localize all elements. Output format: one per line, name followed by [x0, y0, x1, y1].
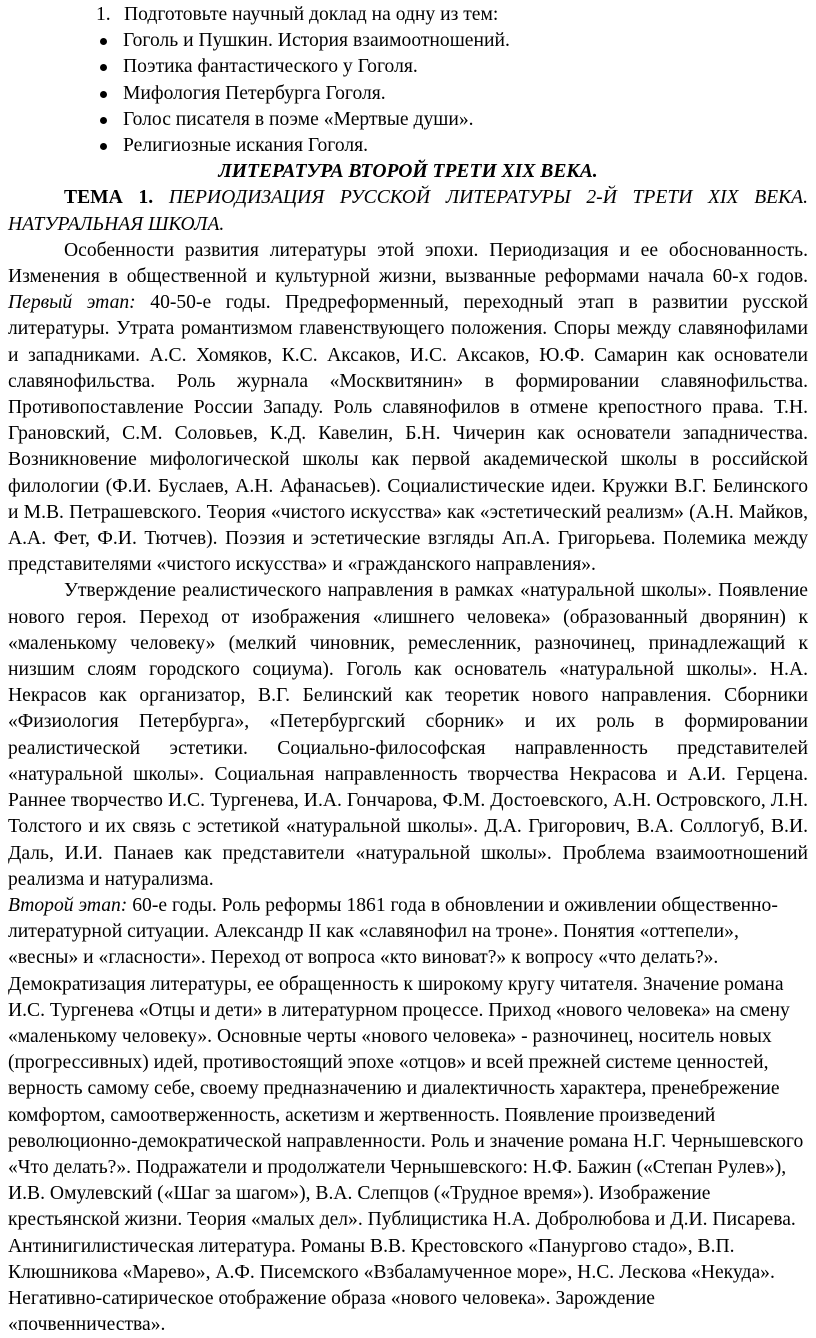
theme-label: ТЕМА 1.	[64, 187, 154, 209]
bullet-icon	[100, 38, 107, 45]
list-item-text: Подготовьте научный доклад на одну из тем:	[124, 4, 499, 25]
topic-text: Мифология Петербурга Гоголя.	[123, 82, 386, 104]
bullet-icon	[100, 117, 107, 124]
stage-label-second: Второй этап:	[8, 894, 128, 916]
section-title: ЛИТЕРАТУРА ВТОРОЙ ТРЕТИ XIX ВЕКА.	[218, 161, 598, 183]
numbered-list-item	[8, 2, 808, 28]
topic-text: Поэтика фантастического у Гоголя.	[123, 56, 418, 78]
topic-text: Голос писателя в поэме «Мертвые души».	[123, 108, 474, 130]
topic-item	[8, 81, 808, 107]
topic-text: Религиозные искания Гоголя.	[123, 135, 369, 157]
topic-item	[8, 133, 808, 159]
paragraph-intro: Особенности развития литературы этой эпохи. Периодизация и ее обоснованность. Изменения в общественной и культурной жизни, вызванные реформами начала 60-х годов.	[8, 239, 808, 288]
paragraph-body: 60-е годы. Роль реформы 1861 года в обновлении и оживлении общественно-литературной ситуации. Александр II как «славянофил на троне». Понятия «оттепели», «весны» и «гласности». Переход от вопроса «кто виноват?» к вопросу «что делать?». Демократизация литературы, ее обращенность к широкому кругу читателя. Значение романа И.С. Тургенева «Отцы и дети» в литературном процессе. Приход «нового человека» на смену «маленькому человеку». Основные черты «нового человека» - разночинец, носитель новых (прогрессивных) идей, противостоящий эпохе «отцов» и всей прежней системе ценностей, верность самому себе, своему предназначению и диалектичность характера, пренебрежение комфортом, самоотверженность, аскетизм и жертвенность. Появление произведений революционно-демократической направленности. Роль и значение романа Н.Г. Чернышевского «Что делать?». Подражатели и продолжатели Чернышевского: Н.Ф. Бажин («Степан Рулев»), И.В. Омулевский («Шаг за шагом»), В.А. Слепцов («Трудное время»). Изображение крестьянской жизни. Теория «малых дел». Публицистика Н.А. Добролюбова и Д.И. Писарева. Антинигилистическая литература. Романы В.В. Крестовского «Панургово стадо», В.П. Клюшникова «Марево», А.Ф. Писемского «Взбаламученное море», Н.С. Лескова «Некуда». Негативно-сатирическое отображение образа «нового человека». Зарождение «почвенничества».	[8, 894, 804, 1336]
topic-text: Гоголь и Пушкин. История взаимоотношений.	[123, 30, 510, 52]
theme-title: ПЕРИОДИЗАЦИЯ РУССКОЙ ЛИТЕРАТУРЫ 2-Й ТРЕТИ XIX ВЕКА. НАТУРАЛЬНАЯ ШКОЛА.	[8, 187, 809, 235]
numbered-list	[8, 2, 808, 28]
list-number: 1.	[96, 4, 111, 25]
paragraph-first-stage	[8, 238, 808, 579]
bullet-icon	[100, 64, 107, 71]
topic-list	[8, 28, 808, 159]
topic-item	[8, 107, 808, 133]
topic-item	[8, 28, 808, 54]
paragraph-second-stage	[8, 893, 808, 1338]
topic-item	[8, 54, 808, 80]
stage-label-first: Первый этап:	[8, 292, 136, 314]
paragraph-natural-school: Утверждение реалистического направления в рамках «натуральной школы». Появление нового героя. Переход от изображения «лишнего человека» (образованный дворянин) к «маленькому человеку» (мелкий чиновник, ремесленник, разночинец, принадлежащий к низшим слоям городского социума). Гоголь как основатель «натуральной школы». Н.А. Некрасов как организатор, В.Г. Белинский как теоретик нового направления. Сборники «Физиология Петербурга», «Петербургский сборник» и их роль в формировании реалистической эстетики. Социально-философская направленность представителей «натуральной школы». Социальная направленность творчества Некрасова и А.И. Герцена. Раннее творчество И.С. Тургенева, И.А. Гончарова, Ф.М. Достоевского, А.Н. Островского, Л.Н. Толстого и их связь с эстетикой «натуральной школы». Д.А. Григорович, В.А. Соллогуб, В.И. Даль, И.И. Панаев как представители «натуральной школы». Проблема взаимоотношений реализма и натурализма.	[8, 580, 808, 890]
theme-heading	[8, 185, 808, 237]
bullet-icon	[100, 91, 107, 98]
paragraph-body: 40-50-е годы. Предреформенный, переходный этап в развитии русской литературы. Утрата романтизмом главенствующего положения. Споры между славянофилами и западниками. А.С. Хомяков, К.С. Аксаков, И.С. Аксаков, Ю.Ф. Самарин как основатели славянофильства. Роль журнала «Москвитянин» в формировании славянофильства. Противопоставление России Западу. Роль славянофилов в отмене крепостного права. Т.Н. Грановский, С.М. Соловьев, К.Д. Кавелин, Б.Н. Чичерин как основатели западничества. Возникновение мифологической школы как первой академической школы в российской филологии (Ф.И. Буслаев, А.Н. Афанасьев). Социалистические идеи. Кружки В.Г. Белинского и М.В. Петрашевского. Теория «чистого искусства» как «эстетический реализм» (А.Н. Майков, А.А. Фет, Ф.И. Тютчев). Поэзия и эстетические взгляды Ап.А. Григорьева. Полемика между представителями «чистого искусства» и «гражданского направления».	[8, 292, 808, 576]
bullet-icon	[100, 143, 107, 150]
